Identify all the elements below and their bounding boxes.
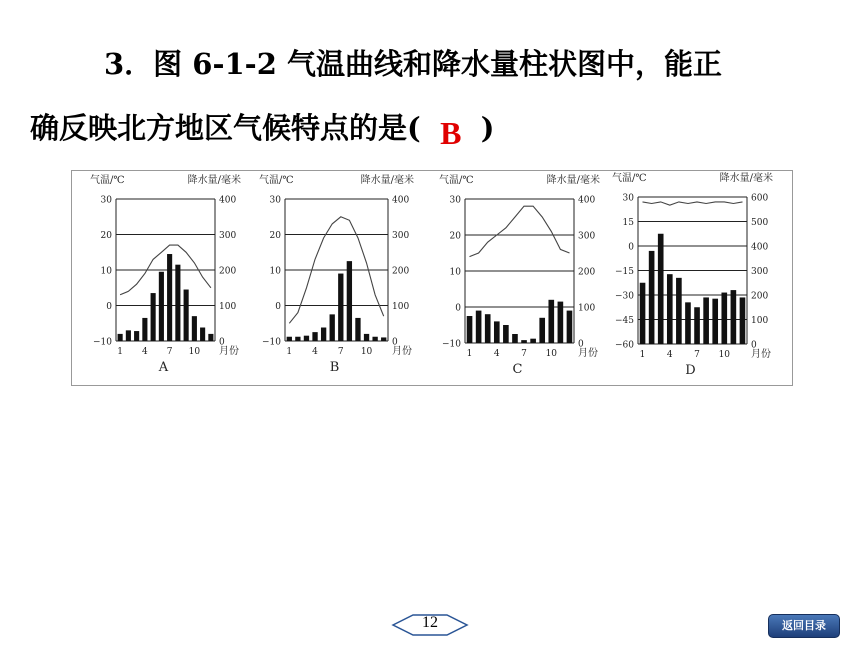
temp-tick-label: 0 bbox=[455, 303, 461, 314]
temp-tick-label: 30 bbox=[269, 195, 281, 206]
temp-axis-title: 气温/℃ bbox=[439, 175, 474, 186]
chart-label: B bbox=[329, 360, 340, 375]
temp-tick-label: 20 bbox=[269, 231, 281, 241]
precip-axis-title: 降水量/毫米 bbox=[360, 175, 414, 186]
precip-tick-label: 100 bbox=[219, 302, 237, 312]
precip-tick-label: 200 bbox=[751, 291, 769, 302]
precip-tick-label: 500 bbox=[751, 218, 769, 228]
precip-tick-label: 300 bbox=[578, 231, 596, 242]
temp-tick-label: −10 bbox=[442, 339, 461, 350]
month-tick-label: 1 bbox=[466, 349, 473, 359]
month-tick-label: 1 bbox=[639, 350, 646, 360]
chart-label: D bbox=[685, 363, 696, 378]
precip-tick-label: 0 bbox=[578, 339, 584, 350]
precip-bar bbox=[731, 290, 737, 344]
temp-tick-label: 30 bbox=[100, 195, 112, 206]
precip-tick-label: 100 bbox=[751, 316, 769, 326]
precip-tick-label: 200 bbox=[578, 267, 596, 278]
temp-tick-label: 0 bbox=[275, 302, 281, 312]
month-tick-label: 4 bbox=[493, 349, 500, 359]
temperature-line bbox=[643, 202, 743, 205]
precip-tick-label: 300 bbox=[751, 267, 769, 277]
temp-axis-title: 气温/℃ bbox=[612, 173, 647, 184]
question-line-1: 3．图 6-1-2 气温曲线和降水量柱状图中，能正 bbox=[104, 47, 722, 81]
precip-tick-label: 100 bbox=[392, 302, 410, 312]
temp-tick-label: −45 bbox=[615, 316, 634, 326]
month-tick-label: 10 bbox=[718, 350, 731, 360]
precip-bar bbox=[703, 297, 709, 344]
precip-bar bbox=[381, 337, 386, 341]
precip-bar bbox=[530, 339, 536, 343]
month-tick-label: 10 bbox=[545, 349, 558, 359]
temp-axis-title: 气温/℃ bbox=[259, 175, 294, 186]
page-number-indicator bbox=[391, 612, 469, 638]
precip-bar bbox=[355, 318, 360, 341]
precip-bar bbox=[142, 318, 147, 341]
precip-bar bbox=[200, 328, 205, 341]
back-to-contents-button[interactable]: 返回目录 bbox=[768, 614, 840, 638]
precip-bar bbox=[521, 340, 527, 343]
precip-bar bbox=[126, 330, 131, 341]
x-axis-unit: 月份 bbox=[392, 346, 412, 357]
precip-tick-label: 400 bbox=[578, 195, 596, 206]
precip-axis-title: 降水量/毫米 bbox=[187, 175, 241, 186]
precip-bar bbox=[321, 328, 326, 341]
temp-tick-label: −10 bbox=[262, 337, 281, 348]
precip-bar bbox=[558, 302, 564, 343]
temp-tick-label: 20 bbox=[449, 231, 461, 242]
precip-bar bbox=[134, 331, 139, 341]
month-tick-label: 1 bbox=[286, 347, 293, 357]
precip-bar bbox=[685, 302, 691, 344]
question-line-2-text: 确反映北方地区气候特点的是( bbox=[30, 111, 421, 145]
precip-bar bbox=[330, 314, 335, 341]
climate-charts-figure bbox=[71, 170, 793, 386]
chart-label: C bbox=[512, 362, 523, 377]
precip-bar bbox=[567, 311, 573, 343]
month-tick-label: 10 bbox=[188, 347, 201, 357]
month-tick-label: 10 bbox=[360, 347, 373, 357]
precip-bar bbox=[539, 318, 545, 343]
temp-axis-title: 气温/℃ bbox=[90, 175, 125, 186]
precip-bar bbox=[503, 325, 509, 343]
precip-tick-label: 100 bbox=[578, 303, 596, 314]
precip-axis-title: 降水量/毫米 bbox=[546, 175, 600, 186]
precip-bar bbox=[476, 311, 482, 343]
precip-bar bbox=[192, 316, 197, 341]
precip-bar bbox=[208, 334, 213, 341]
precip-bar bbox=[159, 272, 164, 341]
precip-bar bbox=[118, 334, 123, 341]
precip-tick-label: 600 bbox=[751, 193, 769, 204]
temp-tick-label: −60 bbox=[615, 340, 634, 351]
precip-tick-label: 300 bbox=[219, 231, 237, 241]
precip-bar bbox=[364, 334, 369, 341]
temp-tick-label: 10 bbox=[449, 267, 461, 278]
precip-bar bbox=[287, 337, 292, 341]
temp-tick-label: 15 bbox=[622, 218, 634, 228]
precip-tick-label: 400 bbox=[392, 195, 410, 206]
precip-bar bbox=[667, 274, 673, 344]
month-tick-label: 7 bbox=[166, 347, 173, 357]
month-tick-label: 7 bbox=[694, 350, 700, 360]
precip-bar bbox=[175, 265, 180, 341]
precip-bar bbox=[740, 297, 746, 344]
precip-bar bbox=[467, 316, 473, 343]
precip-bar bbox=[640, 283, 646, 344]
temp-tick-label: 0 bbox=[106, 302, 112, 312]
precip-bar bbox=[184, 290, 189, 341]
temp-tick-label: 20 bbox=[100, 231, 112, 241]
precip-bar bbox=[151, 293, 156, 341]
precip-bar bbox=[338, 274, 343, 341]
temperature-line bbox=[470, 206, 570, 256]
precip-bar bbox=[312, 332, 317, 341]
precip-axis-title: 降水量/毫米 bbox=[719, 173, 773, 184]
precip-bar bbox=[649, 251, 655, 344]
x-axis-unit: 月份 bbox=[751, 349, 771, 360]
temp-tick-label: −15 bbox=[615, 267, 634, 277]
precip-bar bbox=[485, 314, 491, 343]
precip-bar bbox=[658, 234, 664, 344]
temp-tick-label: −30 bbox=[615, 291, 634, 302]
temp-tick-label: 30 bbox=[449, 195, 461, 206]
chart-label: A bbox=[158, 360, 169, 375]
month-tick-label: 4 bbox=[142, 347, 148, 357]
month-tick-label: 1 bbox=[117, 347, 123, 357]
question-line-2-close: ) bbox=[480, 111, 495, 145]
precip-bar bbox=[694, 307, 700, 344]
temp-tick-label: 10 bbox=[269, 266, 281, 277]
temp-tick-label: −10 bbox=[93, 337, 112, 348]
climate-charts-svg bbox=[72, 171, 792, 385]
precip-bar bbox=[167, 254, 172, 341]
precip-bar bbox=[512, 334, 518, 343]
precip-tick-label: 0 bbox=[219, 337, 225, 348]
temp-tick-label: 10 bbox=[100, 266, 112, 277]
precip-tick-label: 400 bbox=[219, 195, 237, 206]
precip-bar bbox=[721, 293, 727, 344]
answer-text: B bbox=[440, 115, 462, 151]
month-tick-label: 4 bbox=[666, 350, 673, 360]
x-axis-unit: 月份 bbox=[219, 346, 239, 357]
precip-bar bbox=[304, 336, 309, 341]
month-tick-label: 7 bbox=[337, 347, 344, 357]
precip-bar bbox=[548, 300, 554, 343]
precip-bar bbox=[712, 299, 718, 344]
temp-tick-label: 0 bbox=[628, 242, 634, 253]
question-line-2 bbox=[30, 106, 495, 151]
x-axis-unit: 月份 bbox=[578, 348, 598, 359]
precip-bar bbox=[676, 278, 682, 344]
precip-tick-label: 0 bbox=[392, 337, 398, 348]
precip-bar bbox=[347, 261, 352, 341]
precip-tick-label: 0 bbox=[751, 340, 757, 351]
precip-tick-label: 400 bbox=[751, 242, 769, 253]
precip-bar bbox=[372, 337, 377, 341]
precip-bar bbox=[494, 321, 500, 343]
month-tick-label: 4 bbox=[312, 347, 318, 357]
month-tick-label: 7 bbox=[521, 349, 527, 359]
precip-tick-label: 200 bbox=[392, 266, 410, 277]
precip-tick-label: 300 bbox=[392, 231, 410, 241]
precip-tick-label: 200 bbox=[219, 266, 237, 277]
temp-tick-label: 30 bbox=[622, 193, 634, 204]
precip-bar bbox=[295, 337, 300, 341]
page-number: 12 bbox=[422, 614, 438, 631]
